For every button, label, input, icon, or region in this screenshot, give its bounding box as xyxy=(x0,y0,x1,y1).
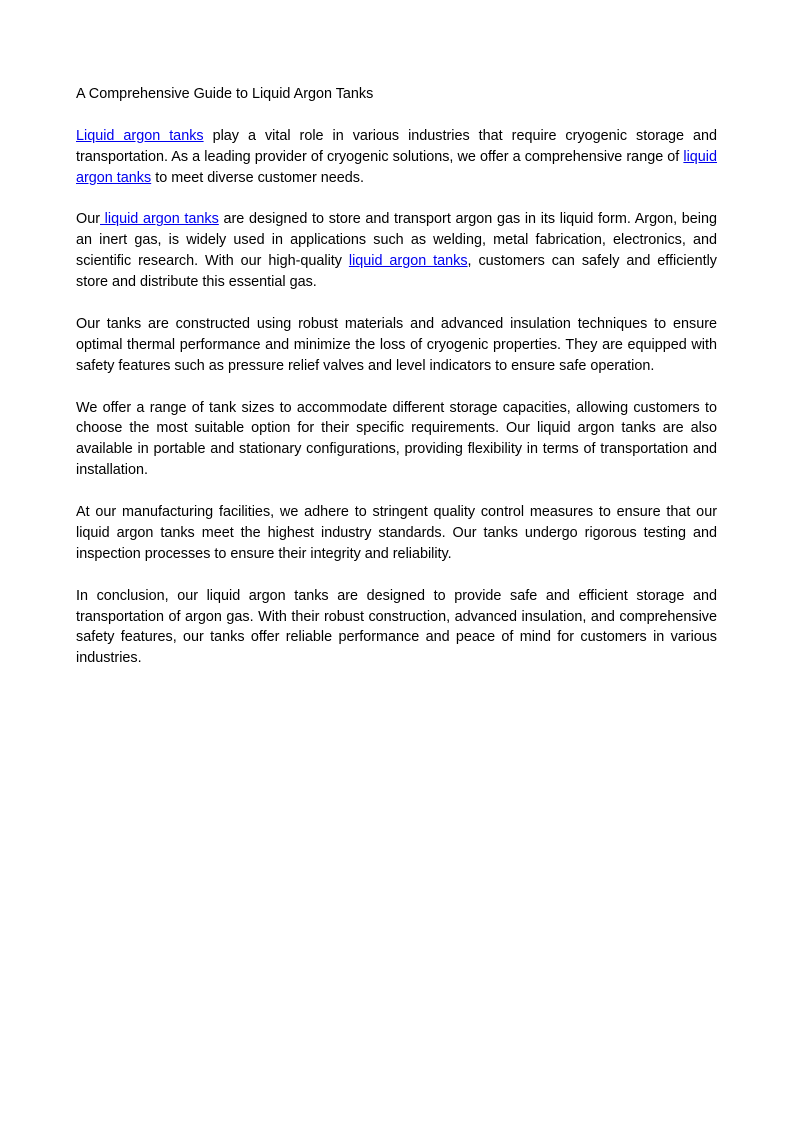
liquid-argon-tanks-link[interactable]: Liquid argon tanks xyxy=(76,127,204,144)
paragraph-construction: Our tanks are constructed using robust materials and advanced insulation techniques to ensure optimal thermal performance and minimize the loss of cryogenic properties. They are equipped with safety features such as pressure relief valves and level indicators to ensure safe operation. xyxy=(76,315,717,374)
paragraph-quality: At our manufacturing facilities, we adhere to stringent quality control measures to ensure that our liquid argon tanks meet the highest industry standards. Our tanks undergo rigorous testing and inspection processes to ensure their integrity and reliability. xyxy=(76,504,717,562)
liquid-argon-tanks-link[interactable]: liquid argon tanks xyxy=(100,211,219,228)
paragraph-text: , customers can safely and efficiently store and distribute this essential gas. xyxy=(76,253,717,291)
paragraph-text: are designed to store and transport argon gas in its liquid form. Argon, being an inert gas, is widely used in applications such as welding, metal fabrication, electronics, and scientific research. With our high-quality xyxy=(76,211,717,270)
paragraph-conclusion: In conclusion, our liquid argon tanks are designed to provide safe and efficient storage and transportation of argon gas. With their robust construction, advanced insulation, and comprehensive safety features, our tanks offer reliable performance and peace of mind for customers in various industries. xyxy=(76,587,717,667)
liquid-argon-tanks-link[interactable]: liquid argon tanks xyxy=(348,253,468,270)
paragraph-design xyxy=(76,209,717,293)
paragraph-intro xyxy=(76,126,717,189)
paragraph-text: to meet diverse customer needs. xyxy=(151,169,364,186)
document-title: A Comprehensive Guide to Liquid Argon Tanks xyxy=(76,86,374,102)
document-page xyxy=(76,84,717,690)
paragraph-text: play a vital role in various industries that require cryogenic storage and transportation. As a leading provider of cryogenic solutions, we offer a comprehensive range of xyxy=(76,127,718,165)
paragraph-sizes: We offer a range of tank sizes to accommodate different storage capacities, allowing customers to choose the most suitable option for their specific requirements. Our liquid argon tanks are also available in portable and stationary configurations, providing flexibility in terms of transportation and installation. xyxy=(76,399,717,479)
liquid-argon-tanks-link[interactable]: liquid argon tanks xyxy=(76,148,717,186)
paragraph-text: Our xyxy=(76,211,100,228)
